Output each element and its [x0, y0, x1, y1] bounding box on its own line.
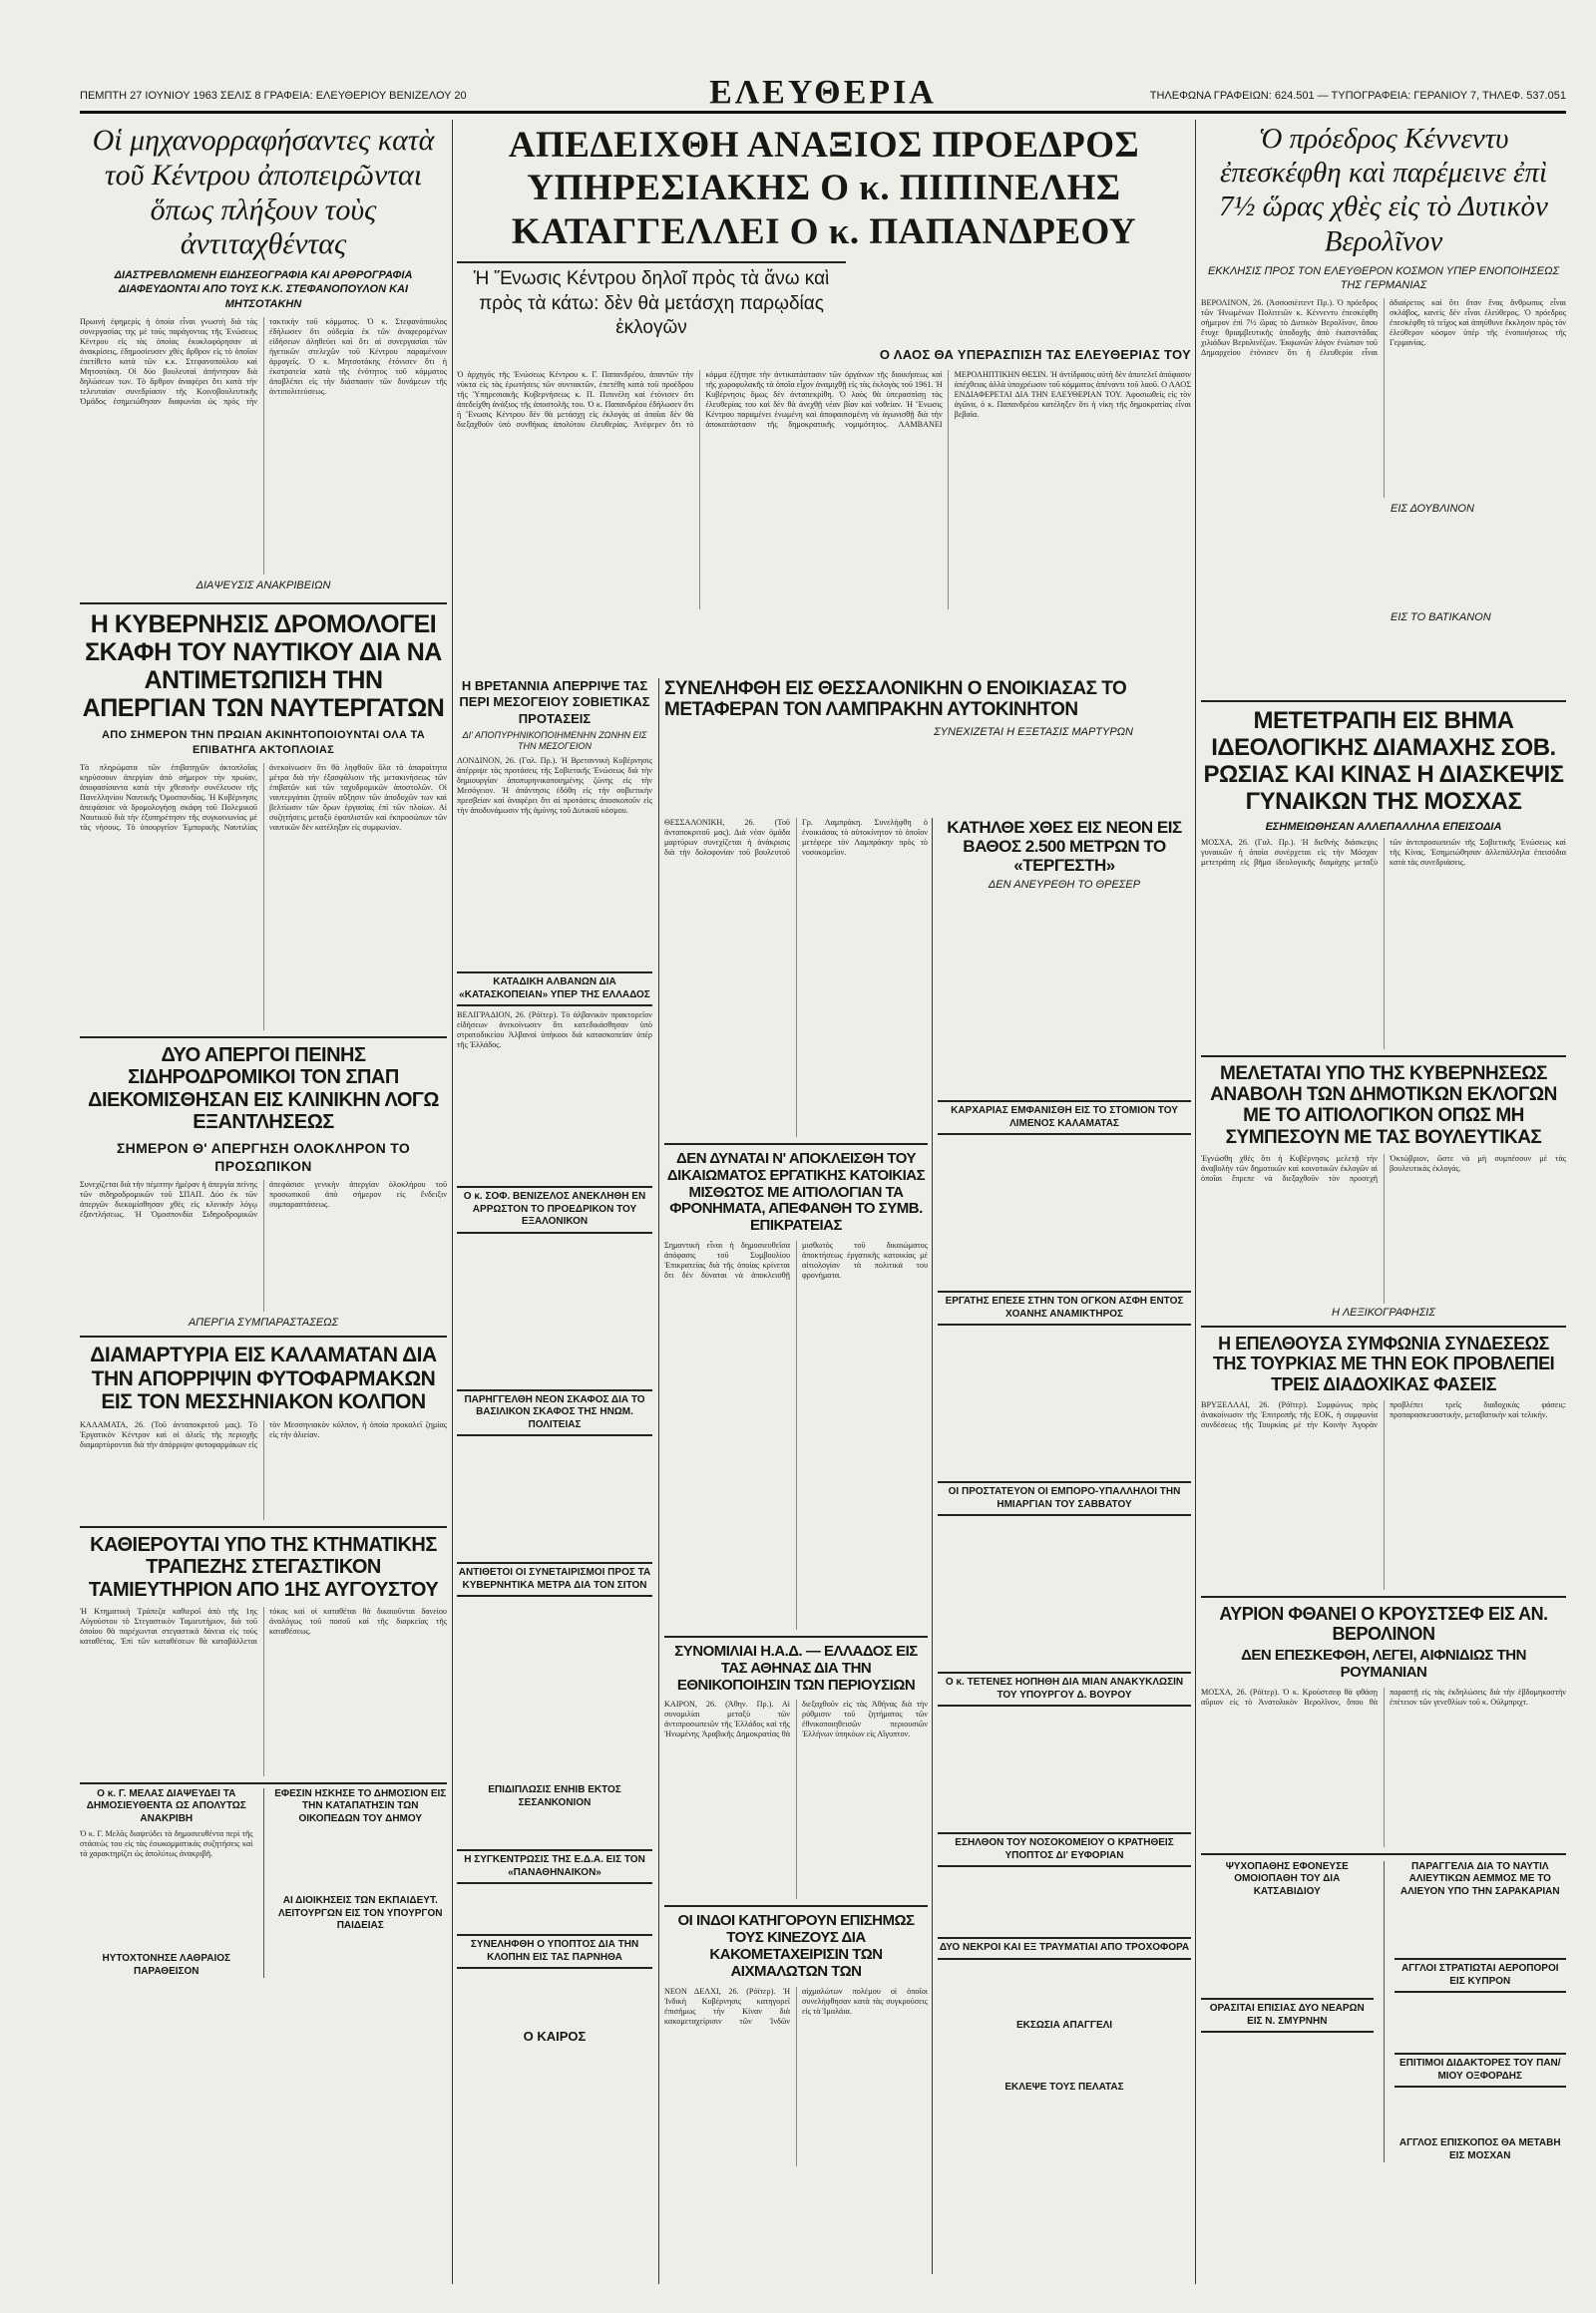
masthead-date-line: ΠΕΜΠΤΗ 27 ΙΟΥΝΙΟΥ 1963 ΣΕΛΙΣ 8 ΓΡΑΦΕΙΑ: ΕΛΕΥΘΕΡΙΟΥ ΒΕΝΙΖΕΛΟΥ 20: [80, 90, 467, 102]
headline-fishing: ΠΑΡΑΓΓΕΛΙΑ ΔΙΑ ΤΟ ΝΑΥΤΙΛ ΑΛΙΕΥΤΙΚΩΝ ΑΕΜΜΟΣ ΜΕ ΤΟ ΑΛΙΕΥΟΝ ΥΠΟ ΤΗΝ ΣΑΡΑΚΑΡΙΑΝ: [1399, 1860, 1560, 1897]
section-divider: [80, 1782, 447, 1784]
subhead: ΣΗΜΕΡΟΝ Θ' ΑΠΕΡΓΗΣΗ ΟΛΟΚΛΗΡΟΝ ΤΟ ΠΡΟΣΩΠΙΚΟΝ: [116, 1139, 411, 1174]
headline-oxford: ΕΠΙΤΙΜΟΙ ΔΙΔΑΚΤΟΡΕΣ ΤΟΥ ΠΑΝ/ΜΙΟΥ ΟΞΦΟΡΔΗΣ: [1395, 2053, 1567, 2088]
article-body: ΝΕΟΝ ΔΕΛΧΙ, 26. (Ρόϊτερ). Ἡ Ἰνδικὴ Κυβέρνησις κατηγορεῖ ἐπισήμως τὴν Κίναν διὰ κακομεταχείρισιν τῶν Ἰνδῶν αἰχμαλώτων πολέμου οἱ ὁποῖοι συνελήφθησαν κατὰ τὰς συγκρούσεις εἰς τὰ Ἱμαλάια.: [664, 1986, 928, 2026]
headline-shark: ΚΑΡΧΑΡΙΑΣ ΕΜΦΑΝΙΣΘΗ ΕΙΣ ΤΟ ΣΤΟΜΙΟΝ ΤΟΥ ΛΙΜΕΝΟΣ ΚΑΛΑΜΑΤΑΣ: [938, 1100, 1191, 1135]
headline-royal-ship: ΠΑΡΗΓΓΕΛΘΗ ΝΕΟΝ ΣΚΑΦΟΣ ΔΙΑ ΤΟ ΒΑΣΙΛΙΚΟΝ ΣΚΑΦΟΣ ΤΗΣ ΗΝΩΜ. ΠΟΛΙΤΕΙΑΣ: [457, 1389, 652, 1437]
headline-rail-hunger-strike: ΔΥΟ ΑΠΕΡΓΟΙ ΠΕΙΝΗΣ ΣΙΔΗΡΟΔΡΟΜΙΚΟΙ ΤΟΝ ΣΠΑΠ ΔΙΕΚΟΜΙΣΘΗΣΑΝ ΕΙΣ ΚΛΙΝΙΚΗΝ ΛΟΓΩ ΕΞΑΝΤΛΗΣΕΩΣ: [88, 1043, 439, 1134]
right-sub-column: [938, 818, 1191, 2274]
section-divider: [1201, 1055, 1566, 1057]
headline-eda-rally: Η ΣΥΓΚΕΝΤΡΩΣΙΣ ΤΗΣ Ε.Δ.Α. ΕΙΣ ΤΟΝ «ΠΑΝΑΘΗΝΑΙΚΟΝ»: [457, 1849, 652, 1884]
headline-brief: ΗΥΤΟΧΤΟΝΗΣΕ ΛΑΘΡΑΙΟΣ ΠΑΡΑΘΕΙΣΟΝ: [102, 1953, 231, 1977]
subhead: ΑΠΕΡΓΙΑ ΣΥΜΠΑΡΑΣΤΑΣΕΩΣ: [188, 1316, 339, 1329]
headline-venizelos: Ο κ. ΣΟΦ. ΒΕΝΙΖΕΛΟΣ ΑΝΕΚΛΗΘΗ ΕΝ ΑΡΡΩΣΤΟΝ ΤΟ ΠΡΟΕΔΡΙΚΟΝ ΤΟΥ ΕΞΑΛΟΝΙΚΟΝ: [457, 1186, 652, 1234]
article-body: Ὁ κ. Γ. Μελᾶς διαψεύδει τὰ δημοσιευθέντα περὶ τῆς στάσεώς του εἰς τὰς ἐσωκομματικὰς συζητήσεις καὶ τὰ χαρακτηρίζει ὡς ἀπολύτως ἀνακριβῆ.: [80, 1829, 253, 1859]
headline-brief: ΕΠΙΔΙΠΛΩΣΙΣ ΕΝΗΙΒ ΕΚΤΟΣ ΣΕΣΑΝΚΟΝΙΟΝ: [488, 1784, 621, 1808]
column-rule: [263, 1788, 264, 1979]
headline-hospital: ΕΣΗΛΘΟΝ ΤΟΥ ΝΟΣΟΚΟΜΕΙΟΥ Ο ΚΡΑΤΗΘΕΙΣ ΥΠΟΠΤΟΣ ΔΙ' ΕΥΦΟΡΙΑΝ: [938, 1832, 1191, 1867]
article-body: [1201, 624, 1566, 694]
article-body: [938, 1135, 1191, 1285]
article-body: ΘΕΣΣΑΛΟΝΙΚΗ, 26. (Τοῦ ἀνταποκριτοῦ μας). Διὰ νέαν ὁμάδα μαρτύρων συνεχίζεται ἡ ἀνάκρισις διὰ τὴν δολοφονίαν τοῦ βουλευτοῦ Γρ. Λαμπράκη. Συνελήφθη ὁ ἐνοικιάσας τὸ αὐτοκίνητον τὸ ὁποῖον μετέφερε τὸν Λαμπράκην πρὸς τὸ νοσοκομεῖον.: [664, 818, 928, 857]
main-subheadline: Ἡ Ἕνωσις Κέντρου δηλοῖ πρὸς τὰ ἄνω καὶ πρὸς τὰ κάτω: δὲν θὰ μετάσχη παρῳδίας ἐκλογῶν: [473, 267, 830, 339]
column-rule: [452, 120, 453, 2284]
headline-teachers: ΑΙ ΔΙΟΙΚΗΣΕΙΣ ΤΩΝ ΕΚΠΑΙΔΕΥΤ. ΛΕΙΤΟΥΡΓΩΝ ΕΙΣ ΤΟΝ ΥΠΟΥΡΓΟΝ ΠΑΙΔΕΙΑΣ: [278, 1895, 443, 1932]
article-body: [938, 895, 1191, 1094]
article-body: ΒΕΡΟΛΙΝΟΝ, 26. (Ἀσσοσιέιτεντ Πρ.). Ὁ πρόεδρος τῶν Ἡνωμένων Πολιτειῶν κ. Κέννεντυ ἐπεσκέφθη σήμερον ἐπὶ 7½ ὥρας τὸ Δυτικὸν Βερολῖνον, ὅπου ἔτυχε θριαμβευτικῆς ὑποδοχῆς ἀπὸ ἑκατοντάδας χιλιάδων Βερολινέζων. Ἐκφωνῶν λόγον ἐνώπιον τοῦ Δημαρχείου ἐτόνισεν ὅτι ἡ ἐλευθερία εἶναι ἀδιαίρετος καὶ ὅτι ὅταν ἕνας ἄνθρωπος εἶναι σκλάβος, κανεὶς δὲν εἶναι ἐλεύθερος. Ὁ πρόεδρος ἐπεσκέφθη τὸ τεῖχος καὶ ἀπηύθυνε ἔκκλησιν πρὸς τὸν ἐλεύθερον κόσμον ὑπὲρ τῆς ἐνοποιήσεως τῆς Γερμανίας.: [1201, 298, 1566, 358]
headline-weather: Ο ΚΑΙΡΟΣ: [523, 2029, 587, 2045]
masthead-phone-line: ΤΗΛΕΦΩΝΑ ΓΡΑΦΕΙΩΝ: 624.501 — ΤΥΠΟΓΡΑΦΕΙΑ: ΓΕΡΑΝΙΟΥ 7, ΤΗΛΕΦ. 537.051: [1149, 90, 1566, 102]
masthead: [80, 74, 1566, 114]
article-body: [1395, 1898, 1567, 1958]
main-article-body: Ὁ ἀρχηγὸς τῆς Ἑνώσεως Κέντρου κ. Γ. Παπανδρέου, ἀπαντῶν τὴν νύκτα εἰς τὰς ἐρωτήσεις τῶν συντακτῶν, ἐπετέθη κατὰ τοῦ προέδρου τῆς Ὑπηρεσιακῆς Κυβερνήσεως κ. Π. Πιπινέλη καὶ ἐτόνισεν ὅτι ἀπεδείχθη ἀνάξιος τῆς ἀποστολῆς του. Ὁ κ. Παπανδρέου ἐδήλωσεν ὅτι ἡ Ἕνωσις Κέντρου δὲν θὰ μετάσχῃ εἰς ἐκλογὰς αἱ ὁποῖαι δὲν θὰ διεξαχθοῦν ὑπὸ συνθήκας ἀπολύτου ἐλευθερίας. Ἀνέφερεν ὅτι τὸ κόμμα ἐζήτησε τὴν ἀντικατάστασιν τῶν ὀργάνων τῆς διοικήσεως καὶ τῆς χωροφυλακῆς τὰ ὁποῖα εἶχον ἀναμιχθῇ εἰς τὰς ἐκλογὰς τοῦ 1961. Ἡ Κυβέρνησις ὅμως δὲν ἀνταπεκρίθη. Ὁ λαὸς θὰ ὑπερασπίσῃ τὰς ἐλευθερίας του καὶ δὲν θὰ ἀνεχθῇ νέαν βίαν καὶ νοθείαν. Ἡ Ἕνωσις Κέντρου παραμένει ἑνωμένη καὶ ἀποφασισμένη νὰ ἀγωνισθῇ διὰ τὴν ἀποκατάστασιν τῆς δημοκρατικῆς νομιμότητος. ΛΑΜΒΑΝΕΙ ΜΕΡΟΛΗΠΤΙΚΗΝ ΘΕΣΙΝ. Ἡ ἀντίδρασις αὐτὴ δὲν ἀποτελεῖ ἀπόφασιν ἀπέχθειας ἀλλὰ ὑποχρέωσιν τοῦ κόμματος ἀπέναντι τοῦ λαοῦ. Ο ΛΑΟΣ ΕΝΔΙΑΦΕΡΕΤΑΙ ΔΙΑ ΤΗΝ ΕΛΕΥΘΕΡΙΑΝ ΤΟΥ. Ἀφοσιωθεὶς εἰς τὸν ἀγῶνα, ὁ κ. Παπανδρέου κατέληξεν ὅτι ἡ νίκη τῆς δημοκρατίας εἶναι βεβαία.: [457, 369, 1191, 429]
center-subgrid: [457, 678, 1191, 2284]
brief-right: [274, 1788, 448, 1979]
column-rule: [932, 818, 933, 2274]
headline-moscow-women: ΜΕΤΕΤΡΑΠΗ ΕΙΣ ΒΗΜΑ ΙΔΕΟΛΟΓΙΚΗΣ ΔΙΑΜΑΧΗΣ ΣΟΒ. ΡΩΣΙΑΣ ΚΑΙ ΚΙΝΑΣ Η ΔΙΑΣΚΕΨΙΣ ΓΥΝΑΙΚΩΝ ΤΗΣ ΜΟΣΧΑΣ: [1203, 707, 1564, 815]
newspaper-title: ΕΛΕΥΘΕΡΙΑ: [709, 74, 937, 111]
article-body: ΛΟΝΔΙΝΟΝ, 26. (Γαλ. Πρ.). Ἡ Βρεταννικὴ Κυβέρνησις ἀπέρριψε τὰς προτάσεις τῆς Σοβιετικῆς Ἑνώσεως διὰ τὴν δημιουργίαν ἀποπυρηνικοποιημένης ζώνης εἰς τὴν Μεσόγειον. Ἡ ἀπάντησις ἐδόθη εἰς τὴν σοβιετικὴν πρεσβείαν καὶ ἀναφέρει ὅτι αἱ προτάσεις ἀποσκοποῦν εἰς τὴν ἀποδυνάμωσιν τῆς ἀμύνης τοῦ Δυτικοῦ κόσμου.: [457, 756, 652, 816]
headline-municipal-elections: ΜΕΛΕΤΑΤΑΙ ΥΠΟ ΤΗΣ ΚΥΒΕΡΝΗΣΕΩΣ ΑΝΑΒΟΛΗ ΤΩΝ ΔΗΜΟΤΙΚΩΝ ΕΚΛΟΓΩΝ ΜΕ ΤΟ ΑΙΤΙΟΛΟΓΙΚΟΝ ΟΠΩΣ ΜΗ ΣΥΜΠΕΣΟΥΝ ΜΕ ΤΑΣ ΒΟΥΛΕΥΤΙΚΑΣ: [1210, 1062, 1557, 1148]
main-headline: ΑΠΕΔΕΙΧΘΗ ΑΝΑΞΙΟΣ ΠΡΟΕΔΡΟΣ ΥΠΗΡΕΣΙΑΚΗΣ Ο κ. ΠΙΠΙΝΕΛΗΣ ΚΑΤΑΓΓΕΛΛΕΙ Ο κ. ΠΑΠΑΝΔΡΕΟΥ: [508, 125, 1140, 252]
headline-worker-accident: ΕΡΓΑΤΗΣ ΕΠΕΣΕ ΣΤΗΝ ΤΟΝ ΟΓΚΟΝ ΑΣΦΗ ΕΝΤΟΣ ΧΟΑΝΗΣ ΑΝΑΜΙΚΤΗΡΟΣ: [938, 1291, 1191, 1326]
headline-appeal: ΕΦΕΣΙΝ ΗΣΚΗΣΕ ΤΟ ΔΗΜΟΣΙΟΝ ΕΙΣ ΤΗΝ ΚΑΤΑΠΑΤΗΣΙΝ ΤΩΝ ΟΙΚΟΠΕΔΩΝ ΤΟΥ ΔΗΜΟΥ: [274, 1787, 447, 1824]
section-divider: [1201, 1326, 1566, 1328]
column-rule: [658, 678, 659, 2284]
main-divider: [457, 261, 846, 263]
section-divider: [1201, 700, 1566, 702]
center-column: [457, 122, 1191, 2286]
right-bottom-briefs: [1201, 1861, 1566, 2163]
bottom-briefs: [80, 1788, 447, 1979]
headline-lambrakis: ΣΥΝΕΛΗΦΘΗ ΕΙΣ ΘΕΣΣΑΛΟΝΙΚΗΝ Ο ΕΝΟΙΚΙΑΣΑΣ ΤΟ ΜΕΤΑΦΕΡΑΝ ΤΟΝ ΛΑΜΠΡΑΚΗΝ ΑΥΤΟΚΙΝΗΤΟΝ: [664, 678, 1127, 721]
headline-cyprus-airmen: ΑΓΓΛΟΙ ΣΤΡΑΤΙΩΤΑΙ ΑΕΡΟΠΟΡΟΙ ΕΙΣ ΚΥΠΡΟΝ: [1395, 1958, 1567, 1993]
section-divider: [664, 1143, 928, 1145]
article-body: [938, 1326, 1191, 1475]
article-body: [1395, 1993, 1567, 2053]
headline-turkey-eec: Η ΕΠΕΛΘΟΥΣΑ ΣΥΜΦΩΝΙΑ ΣΥΝΔΕΣΕΩΣ ΤΗΣ ΤΟΥΡΚΙΑΣ ΜΕ ΤΗΝ ΕΟΚ ΠΡΟΒΛΕΠΕΙ ΤΡΕΙΣ ΔΙΑΔΟΧΙΚΑΣ ΦΑΣΕΙΣ: [1212, 1334, 1555, 1394]
brief-left: [1201, 1861, 1374, 2163]
subhead: ΕΚΚΛΗΣΙΣ ΠΡΟΣ ΤΟΝ ΕΛΕΥΘΕΡΟΝ ΚΟΣΜΟΝ ΥΠΕΡ ΕΝΟΠΟΙΗΣΕΩΣ ΤΗΣ ΓΕΡΜΑΝΙΑΣ: [1207, 264, 1560, 292]
headline-psychopath: ΨΥΧΟΠΑΘΗΣ ΕΦΟΝΕΥΣΕ ΟΜΟΙΟΠΑΘΗ ΤΟΥ ΔΙΑ ΚΑΤΣΑΒΙΔΙΟΥ: [1225, 1860, 1349, 1897]
section-divider: [1201, 1596, 1566, 1598]
subhead: ΕΣΗΜΕΙΩΘΗΣΑΝ ΑΛΛΕΠΑΛΛΗΛΑ ΕΠΕΙΣΟΔΙΑ: [1265, 820, 1502, 833]
section-divider: [80, 1526, 447, 1528]
headline-india-china: ΟΙ ΙΝΔΟΙ ΚΑΤΗΓΟΡΟΥΝ ΕΠΙΣΗΜΩΣ ΤΟΥΣ ΚΙΝΕΖΟΥΣ ΔΙΑ ΚΑΚΟΜΕΤΑΧΕΙΡΙΣΙΝ ΤΩΝ ΑΙΧΜΑΛΩΤΩΝ ΤΩΝ: [677, 1912, 915, 1980]
article-body: [938, 1707, 1191, 1826]
article-body: Σημαντικὴ εἶναι ἡ δημοσιευθεῖσα ἀπόφασις τοῦ Συμβουλίου Ἐπικρατείας διὰ τῆς ὁποίας κρίνεται ὅτι δὲν δύναται νὰ ἀποκλεισθῇ μισθωτὸς τοῦ δικαιώματος ἀποκτήσεως ἐργατικῆς κατοικίας μὲ αἰτιολογίαν τὰ πολιτικά του φρονήματα.: [664, 1240, 928, 1280]
headline-saturday-halfday: ΟΙ ΠΡΟΣΤΑΤΕΥΟΝ ΟΙ ΕΜΠΟΡΟ-ΥΠΑΛΛΗΛΟΙ ΤΗΝ ΗΜΙΑΡΓΙΑΝ ΤΟΥ ΣΑΒΒΑΤΟΥ: [938, 1481, 1191, 1516]
right-column: [1201, 122, 1566, 2286]
article-body: [1201, 2033, 1374, 2152]
left-column: [80, 122, 447, 2286]
section-divider: [80, 1036, 447, 1038]
subhead: ΔΙΑΨΕΥΣΙΣ ΑΝΑΚΡΙΒΕΙΩΝ: [196, 579, 331, 592]
subhead: ΣΥΝΕΧΙΖΕΤΑΙ Η ΕΞΕΤΑΣΙΣ ΜΑΡΤΥΡΩΝ: [934, 725, 1133, 738]
section-divider: [80, 602, 447, 604]
article-body: ΚΑΙΡΟΝ, 26. (Ἀθην. Πρ.). Αἱ συνομιλίαι μεταξὺ τῶν ἀντιπροσωπειῶν τῆς Ἑλλάδος καὶ τῆς Ἡνωμένης Ἀραβικῆς Δημοκρατίας θὰ διεξαχθοῦν εἰς τὰς Ἀθήνας διὰ τὴν ρύθμισιν τοῦ ζητήματος τῶν ἐθνικοποιηθεισῶν περιουσιῶν Ἑλλήνων ὑπηκόων εἰς Αἴγυπτον.: [664, 1700, 928, 1739]
article-body: [457, 1234, 652, 1383]
headline-uar-talks: ΣΥΝΟΜΙΛΙΑΙ Η.Α.Δ. — ΕΛΛΑΔΟΣ ΕΙΣ ΤΑΣ ΑΘΗΝΑΣ ΔΙΑ ΤΗΝ ΕΘΝΙΚΟΠΟΙΗΣΙΝ ΤΩΝ ΠΕΡΙΟΥΣΙΩΝ: [674, 1642, 918, 1694]
subhead: ΑΠΟ ΣΗΜΕΡΟΝ ΤΗΝ ΠΡΩΙΑΝ ΑΚΙΝΗΤΟΠΟΙΟΥΝΤΑΙ ΟΛΑ ΤΑ ΕΠΙΒΑΤΗΓΑ ΑΚΤΟΠΛΟΙΑΣ: [102, 729, 425, 756]
subhead: ΔΕΝ ΑΝΕΥΡΕΘΗ ΤΟ ΘΡΕΣΕΡ: [988, 879, 1141, 892]
article-body: ΜΟΣΧΑ, 26. (Ρόϊτερ). Ὁ κ. Κρούστσεφ θὰ φθάσῃ αὔριον εἰς τὸ Ἀνατολικὸν Βερολῖνον, ὅπου θὰ παραστῇ εἰς τὰς ἐκδηλώσεις διὰ τὴν ἑβδομηκοστὴν ἐπέτειον τῶν γενεθλίων τοῦ κ. Οὐλμπριχτ.: [1201, 1687, 1566, 1707]
headline-traffic-deaths: ΔΥΟ ΝΕΚΡΟΙ ΚΑΙ ΕΞ ΤΡΑΥΜΑΤΙΑΙ ΑΠΟ ΤΡΟΧΟΦΟΡΑ: [938, 1937, 1191, 1960]
narrow-column: [457, 678, 652, 2284]
headline-housing-savings: ΚΑΘΙΕΡΟΥΤΑΙ ΥΠΟ ΤΗΣ ΚΤΗΜΑΤΙΚΗΣ ΤΡΑΠΕΖΗΣ ΣΤΕΓΑΣΤΙΚΟΝ ΤΑΜΙΕΥΤΗΡΙΟΝ ΑΠΟ 1ΗΣ ΑΥΓΟΥΣΤΟΥ: [88, 1533, 439, 1601]
article-body: [1201, 1898, 1374, 1998]
headline-khrushchev: ΑΥΡΙΟΝ ΦΘΑΝΕΙ Ο ΚΡΟΥΣΤΣΕΦ ΕΙΣ ΑΝ. ΒΕΡΟΛΙΝΟΝ: [1219, 1603, 1548, 1644]
column-rule: [1384, 1861, 1385, 2163]
column-rule: [1195, 120, 1196, 2284]
article-body: Πρωινὴ ἐφημερὶς ἡ ὁποία εἶναι γνωστὴ διὰ τὰς συνεργασίας της μὲ τοὺς παράγοντας τῆς Ἑνώσεως Κέντρου εἰς τὰς ὁποίας ἐκυκλοφόρησαν αἱ ἀνακρίσεις, ἐδημοσίευσεν χθὲς ἄρθρον εἰς τὸ ὁποῖον ἐπετίθετο κατὰ τῶν κ.κ. Στεφανοπούλου καὶ Μητσοτάκη. Οἱ δύο βουλευταὶ ἀπήντησαν διὰ δηλώσεων των. Τὸ ἄρθρον ἀναφέρει ὅτι κατὰ τὴν τελευταίαν συνεδρίασιν τῆς Κοινοβουλευτικῆς Ὁμάδος ἐσημειώθησαν διαφωνίαι ὡς πρὸς τὴν τακτικὴν τοῦ κόμματος. Ὁ κ. Στεφανόπουλος ἐδήλωσεν ὅτι οὐδεμία ἐκ τῶν ἀναφερομένων εἰδήσεων ἀληθεύει καὶ ὅτι αἱ συνεργασίαι τῶν ἡγετικῶν στελεχῶν τοῦ Κέντρου παραμένουν ἀρραγεῖς. Ὁ κ. Μητσοτάκης ἐτόνισεν ὅτι ἡ ἐκστρατεία κατὰ τῆς ἑνότητος τοῦ κόμματος ἀποβλέπει εἰς τὴν διάσπασιν τῶν δυνάμεων τῆς ἀντιπολιτεύσεως.: [80, 317, 447, 407]
article-body: ΒΕΛΙΓΡΑΔΙΟΝ, 26. (Ρόϊτερ). Τὸ ἀλβανικὸν πρακτορεῖον εἰδήσεων ἀνεκοίνωσεν ὅτι κατεδικάσθησαν ὑπὸ στρατοδικείου Ἀλβανοὶ ὑπήκοοι διὰ κατασκοπείαν ὑπὲρ τῆς Ἑλλάδος.: [457, 1010, 652, 1050]
article-body: [938, 1516, 1191, 1666]
section-divider: [664, 1905, 928, 1907]
headline-brief: ΕΚΣΩΣΙΑ ΑΠΑΓΓΕΛΙ: [1015, 2019, 1113, 2031]
headline-bishop-moscow: ΑΓΓΛΟΣ ΕΠΙΣΚΟΠΟΣ ΘΑ ΜΕΤΑΒΗ ΕΙΣ ΜΟΣΧΑΝ: [1398, 2137, 1561, 2161]
headline-albanian-trial: ΚΑΤΑΔΙΚΗ ΑΛΒΑΝΩΝ ΔΙΑ «ΚΑΤΑΣΚΟΠΕΙΑΝ» ΥΠΕΡ ΤΗΣ ΕΛΛΑΔΟΣ: [457, 971, 652, 1006]
article-body: Ἐγνώσθη χθὲς ὅτι ἡ Κυβέρνησις μελετᾷ τὴν ἀναβολὴν τῶν δημοτικῶν καὶ κοινοτικῶν ἐκλογῶν αἱ ὁποῖαι ἔπρεπε νὰ διεξαχθοῦν τὸν προσεχῆ Ὀκτώβριον, ὥστε νὰ μὴ συμπέσουν μὲ τὰς βουλευτικὰς ἐκλογάς.: [1201, 1153, 1566, 1183]
middle-column: [664, 818, 928, 2274]
headline-housing-ruling: ΔΕΝ ΔΥΝΑΤΑΙ Ν' ΑΠΟΚΛΕΙΣΘΗ ΤΟΥ ΔΙΚΑΙΩΜΑΤΟΣ ΕΡΓΑΤΙΚΗΣ ΚΑΤΟΙΚΙΑΣ ΜΙΣΘΩΤΟΣ ΜΕ ΑΙΤΙΟΛΟΓΙΑΝ ΤΑ ΦΡΟΝΗΜΑΤΑ, ΑΠΕΦΑΝΘΗ ΤΟ ΣΥΜΒ. ΕΠΙΚΡΑΤΕΙΑΣ: [666, 1150, 926, 1235]
article-body: Ἡ Κτηματικὴ Τράπεζα καθιεροῖ ἀπὸ τῆς 1ης Αὐγούστου τὸ Στεγαστικὸν Ταμιευτήριον, διὰ τοῦ ὁποίου θὰ παρέχωνται στεγαστικὰ δάνεια εἰς τοὺς καταθέτας. Ἐπὶ τῶν καταθέσεων θὰ καταβάλλεται τόκος καὶ οἱ καταθέται θὰ δικαιοῦνται δανείου ἀναλόγως τοῦ ποσοῦ καὶ τῆς διαρκείας τῆς καταθέσεως.: [80, 1606, 447, 1646]
section-divider: [664, 1636, 928, 1638]
brief-right: [1395, 1861, 1567, 2163]
article-body: ΜΟΣΧΑ, 26. (Γαλ. Πρ.). Ἡ διεθνὴς διάσκεψις γυναικῶν ἡ ὁποία συνέρχεται εἰς τὴν Μόσχαν μετετράπη εἰς βῆμα ἰδεολογικῆς διαμάχης μεταξὺ τῶν ἀντιπροσωπειῶν τῆς Σοβιετικῆς Ἑνώσεως καὶ τῆς Κίνας. Ἐσημειώθησαν ἀλλεπάλληλα ἐπεισόδια κατὰ τὰς συνεδριάσεις.: [1201, 837, 1566, 867]
headline-melas: Ο κ. Γ. ΜΕΛΑΣ ΔΙΑΨΕΥΔΕΙ ΤΑ ΔΗΜΟΣΙΕΥΘΕΝΤΑ ΩΣ ΑΠΟΛΥΤΩΣ ΑΝΑΚΡΙΒΗ: [86, 1787, 246, 1824]
article-body: ΚΑΛΑΜΑΤΑ, 26. (Τοῦ ἀνταποκριτοῦ μας). Τὸ Ἐργατικὸν Κέντρον καὶ οἱ ἁλιεῖς τῆς περιοχῆς διαμαρτύρονται διὰ τὴν ἀπόρριψιν φυτοφαρμάκων εἰς τὸν Μεσσηνιακὸν κόλπον, ἡ ὁποία προκαλεῖ ζημίας εἰς τὴν ἁλιείαν.: [80, 1419, 447, 1449]
headline-naval-strike: Η ΚΥΒΕΡΝΗΣΙΣ ΔΡΟΜΟΛΟΓΕΙ ΣΚΑΦΗ ΤΟΥ ΝΑΥΤΙΚΟΥ ΔΙΑ ΝΑ ΑΝΤΙΜΕΤΩΠΙΣΗ ΤΗΝ ΑΠΕΡΓΙΑΝ ΤΩΝ ΝΑΥΤΕΡΓΑΤΩΝ: [82, 610, 445, 723]
subhead: Η ΛΕΞΙΚΟΓΡΑΦΗΣΙΣ: [1332, 1306, 1435, 1319]
article-body: Τὰ πληρώματα τῶν ἐπιβατηγῶν ἀκτοπλοΐας κηρύσσουν ἀπεργίαν ἀπὸ σήμερον τὴν πρωίαν, ἀποφασίσαντα κατὰ τὴν χθεσινὴν συνέλευσιν τῆς Πανελληνίου Ναυτικῆς Ὁμοσπονδίας. Ἡ Κυβέρνησις ἀπεφάσισε νὰ δρομολογήσῃ σκάφη τοῦ Πολεμικοῦ Ναυτικοῦ διὰ τὴν ἐξυπηρέτησιν τῆς συγκοινωνίας μὲ τὰς νήσους. Τὸ ὑπουργεῖον Ἐμπορικῆς Ναυτιλίας ἀνεκοίνωσεν ὅτι θὰ ληφθοῦν ὅλα τὰ ἀπαραίτητα μέτρα διὰ τὴν ἐξασφάλισιν τῆς μετακινήσεως τῶν ἐπιβατῶν καὶ τῶν ταχυδρομικῶν ἀποστολῶν. Οἱ ναυτεργάται ζητοῦν αὔξησιν τῶν ἀποδοχῶν των καὶ βελτίωσιν τῶν ὅρων ἐργασίας ἐπὶ τῶν πλοίων. Αἱ συζητήσεις μεταξὺ ἐφοπλιστῶν καὶ ἐκπροσώπων τῶν ναυτικῶν δὲν κατέληξαν εἰς συμφωνίαν.: [80, 762, 447, 832]
subhead: ΕΙΣ ΔΟΥΒΛΙΝΟΝ: [1391, 503, 1474, 516]
article-body: ΒΡΥΞΕΛΛΑΙ, 26. (Ρόϊτερ). Συμφώνως πρὸς ἀνακοίνωσιν τῆς Ἐπιτροπῆς τῆς ΕΟΚ, ἡ συμφωνία συνδέσεως τῆς Τουρκίας μὲ τὴν Κοινὴν Ἀγορὰν προβλέπει τρεῖς διαδοχικὰς φάσεις: προπαρασκευαστικήν, μεταβατικὴν καὶ τελικήν.: [1201, 1399, 1566, 1429]
headline-smyrni: ΟΡΑΣΙΤΑΙ ΕΠΙΣΙΑΣ ΔΥΟ ΝΕΑΡΩΝ ΕΙΣ Ν. ΣΜΥΡΝΗΝ: [1201, 1998, 1374, 2033]
headline-kentro-plots: Οἱ μηχανορραφήσαντες κατὰ τοῦ Κέντρου ἀποπειρῶνται ὅπως πλήξουν τοὺς ἀντιταχθέντας: [92, 124, 435, 261]
subhead: ΔΙ' ΑΠΟΠΥΡΗΝΙΚΟΠΟΙΗΜΕΝΗΝ ΖΩΝΗΝ ΕΙΣ ΤΗΝ ΜΕΣΟΓΕΙΟΝ: [462, 729, 647, 752]
headline-tetenes: Ο κ. ΤΕΤΕΝΕΣ ΗΟΠΗΘΗ ΔΙΑ ΜΙΑΝ ΑΝΑΚΥΚΛΩΣΙΝ ΤΟΥ ΥΠΟΥΡΓΟΥ Δ. ΒΟΥΡΟΥ: [938, 1672, 1191, 1707]
main-kicker: Ο ΛΑΟΣ ΘΑ ΥΠΕΡΑΣΠΙΣΗ ΤΑΣ ΕΛΕΥΘΕΡΙΑΣ ΤΟΥ: [879, 346, 1191, 362]
headline-kalamata-pesticides: ΔΙΑΜΑΡΤΥΡΙΑ ΕΙΣ ΚΑΛΑΜΑΤΑΝ ΔΙΑ ΤΗΝ ΑΠΟΡΡΙΨΙΝ ΦΥΤΟΦΑΡΜΑΚΩΝ ΕΙΣ ΤΟΝ ΜΕΣΣΗΝΙΑΚΟΝ ΚΟΛΠΟΝ: [90, 1344, 437, 1414]
subheadline-romania: ΔΕΝ ΕΠΕΣΚΕΦΘΗ, ΛΕΓΕΙ, ΑΙΦΝΙΔΙΩΣ ΤΗΝ ΡΟΥΜΑΝΙΑΝ: [1241, 1647, 1526, 1681]
headline-kennedy-berlin: Ὁ πρόεδρος Κέννεντυ ἐπεσκέφθη καὶ παρέμεινε ἐπὶ 7½ ὥρας χθὲς εἰς τὸ Δυτικὸν Βερολῖνον: [1219, 123, 1548, 257]
article-body: [457, 1436, 652, 1556]
lambrakis-header: [664, 678, 1133, 818]
brief-left: [80, 1788, 253, 1979]
section-divider: [1201, 1853, 1566, 1855]
subhead: ΔΙΑΣΤΡΕΒΛΩΜΕΝΗ ΕΙΔΗΣΕΟΓΡΑΦΙΑ ΚΑΙ ΑΡΘΡΟΓΡΑΦΙΑ ΔΙΑΦΕΥΔΟΝΤΑΙ ΑΠΟ ΤΟΥΣ Κ.Κ. ΣΤΕΦΑΝΟΠΟΥΛΟΝ ΚΑΙ ΜΗΤΣΟΤΑΚΗΝ: [114, 269, 413, 310]
headline-brief: ΕΚΛΕΨΕ ΤΟΥΣ ΠΕΛΑΤΑΣ: [1004, 2082, 1124, 2094]
headline-thresher: ΚΑΤΗΛΘΕ ΧΘΕΣ ΕΙΣ ΝΕΟΝ ΕΙΣ ΒΑΘΟΣ 2.500 ΜΕΤΡΩΝ ΤΟ «ΤΕΡΓΕΣΤΗ»: [947, 818, 1182, 876]
headline-wheat-coops: ΑΝΤΙΘΕΤΟΙ ΟΙ ΣΥΝΕΤΑΙΡΙΣΜΟΙ ΠΡΟΣ ΤΑ ΚΥΒΕΡΝΗΤΙΚΑ ΜΕΤΡΑ ΔΙΑ ΤΟΝ ΣΙΤΟΝ: [457, 1562, 652, 1597]
subhead: ΕΙΣ ΤΟ ΒΑΤΙΚΑΝΟΝ: [1391, 610, 1491, 623]
article-body: Συνεχίζεται διὰ τὴν πέμπτην ἡμέραν ἡ ἀπεργία πείνης τῶν σιδηροδρομικῶν τοῦ ΣΠΑΠ. Δύο ἐκ τῶν ἀπεργῶν διεκομίσθησαν χθὲς εἰς κλινικὴν λόγῳ ἐξαντλήσεως. Ἡ Ὁμοσπονδία Σιδηροδρομικῶν ἀπεφάσισε γενικὴν ἀπεργίαν ὁλοκλήρου τοῦ προσωπικοῦ ἀπὸ σήμερον εἰς ἔνδειξιν συμπαραστάσεως.: [80, 1179, 447, 1219]
article-body: [457, 1597, 652, 1776]
section-divider: [80, 1336, 447, 1338]
headline-parnitha-arrest: ΣΥΝΕΛΗΦΘΗ Ο ΥΠΟΠΤΟΣ ΔΙΑ ΤΗΝ ΚΛΟΠΗΝ ΕΙΣ ΤΑΣ ΠΑΡΝΗΘΑ: [457, 1934, 652, 1969]
article-body: [1391, 517, 1566, 606]
headline-britain-mediterranean: Η ΒΡΕΤΑΝΝΙΑ ΑΠΕΡΡΙΨΕ ΤΑΣ ΠΕΡΙ ΜΕΣΟΓΕΙΟΥ ΣΟΒΙΕΤΙΚΑΣ ΠΡΟΤΑΣΕΙΣ: [459, 678, 650, 726]
